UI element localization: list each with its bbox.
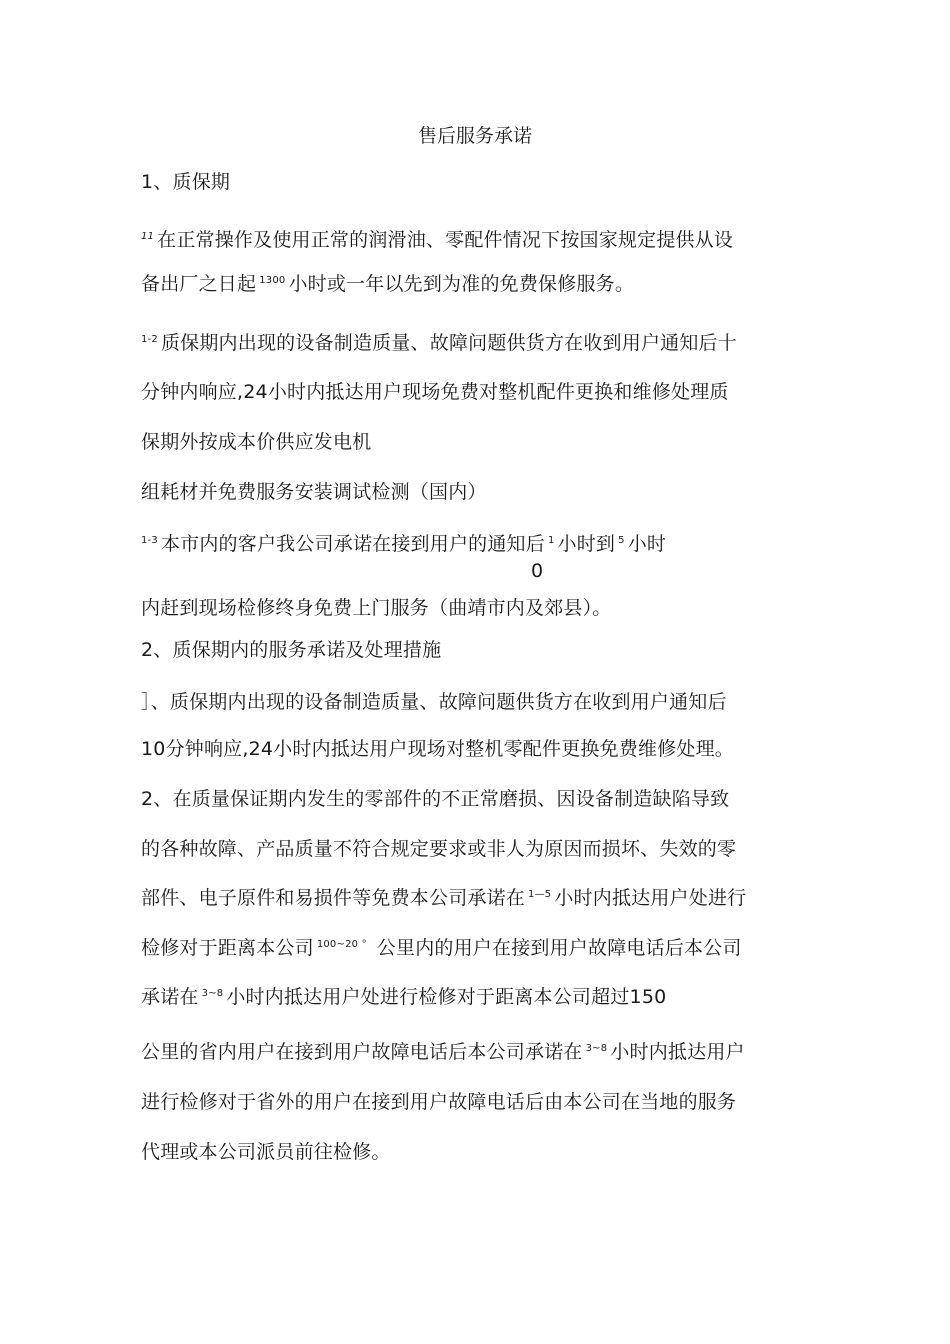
clause-2-2-line-2: 的各种故障、产品质量不符合规定要求或非人为原因而损坏、失效的零: [141, 838, 737, 860]
clause-1-1-text-2b: 小时或一年以先到为准的免费保修服务。: [288, 273, 635, 295]
section-2-heading: 2、质保期内的服务承诺及处理措施: [141, 639, 442, 661]
clause-2-3-line-2: 进行检修对于省外的用户在接到用户故障电话后由本公司在当地的服务: [141, 1091, 737, 1113]
document-title: 售后服务承诺: [417, 125, 532, 147]
clause-2-2-range-3: 3~8: [201, 988, 224, 999]
clause-2-3-text-1a: 公里的省内用户在接到用户故障电话后本公司承诺在: [141, 1041, 583, 1063]
clause-1-2-line-2: 分钟内响应,24小时内抵达用户现场免费对整机配件更换和维修处理质: [141, 381, 729, 403]
clause-2-2-range-1: 1—5: [528, 889, 552, 900]
clause-1-3-n2: 5: [618, 535, 625, 546]
clause-2-3-text-1b: 小时内抵达用户: [610, 1041, 745, 1063]
clause-2-2-line-4: [141, 936, 742, 960]
clause-1-1-line-2: [141, 272, 634, 296]
clause-2-2-line-1: 2、在质量保证期内发生的零部件的不正常磨损、因设备制造缺陷导致: [141, 788, 730, 810]
section-1-heading: 1、质保期: [141, 171, 231, 193]
clause-2-2-text-3b: 小时内抵达用户处进行: [554, 887, 747, 909]
clause-2-2-text-4b: 公里内的用户在接到用户故障电话后本公司: [376, 937, 742, 959]
clause-1-2-marker: 1-2: [141, 334, 158, 345]
clause-2-3-range-4: 3~8: [585, 1043, 608, 1054]
clause-2-2-line-5: [141, 985, 666, 1009]
clause-1-1-marker: 11: [141, 231, 155, 242]
clause-1-3-line-2: 内赶到现场检修终身免费上门服务（曲靖市内及郊县）。: [141, 597, 612, 619]
clause-2-2-range-2: 100~20 °: [316, 939, 367, 950]
clause-1-2-line-4: 组耗材并免费服务安装调试检测（国内）: [141, 481, 487, 503]
clause-2-2-text-5a: 承诺在: [141, 986, 199, 1008]
clause-1-1-text-2a: 备出厂之日起: [141, 273, 257, 295]
clause-1-3-zero: 0: [531, 560, 544, 582]
clause-2-1-line-2: 10分钟响应,24小时内抵达用户现场对整机零配件更换免费维修处理。: [141, 738, 734, 760]
clause-1-3-line-1: [141, 532, 666, 556]
clause-1-2-text-1: 质保期内出现的设备制造质量、故障问题供货方在收到用户通知后十: [160, 332, 737, 354]
clause-2-3-line-1: [141, 1040, 745, 1064]
clause-2-2-text-3a: 部件、电子原件和易损件等免费本公司承诺在: [141, 887, 526, 909]
clause-1-2-line-3: 保期外按成本价供应发电机: [141, 431, 372, 453]
clause-1-2-line-1: [141, 331, 737, 355]
clause-1-3-marker: 1-3: [141, 535, 158, 546]
clause-2-3-line-3: 代理或本公司派员前往检修。: [141, 1141, 391, 1163]
clause-1-1-line-1: [141, 228, 733, 252]
clause-2-1-line-1: ］、质保期内出现的设备制造质量、故障问题供货方在收到用户通知后: [141, 691, 727, 713]
clause-1-1-hours: 1300: [259, 275, 286, 286]
clause-1-1-text-1: 在正常操作及使用正常的润滑油、零配件情况下按国家规定提供从设: [157, 229, 734, 251]
clause-2-2-text-4a: 检修对于距离本公司: [141, 937, 314, 959]
clause-2-2-text-5b: 小时内抵达用户处进行检修对于距离本公司超过150: [226, 986, 667, 1008]
clause-1-3-text-1c: 小时: [627, 533, 667, 555]
clause-1-3-text-1a: 本市内的客户我公司承诺在接到用户的通知后: [160, 533, 545, 555]
clause-2-2-line-3: [141, 886, 746, 910]
clause-1-3-n1: 1: [547, 535, 555, 546]
clause-1-3-text-1b: 小时到: [557, 533, 616, 555]
